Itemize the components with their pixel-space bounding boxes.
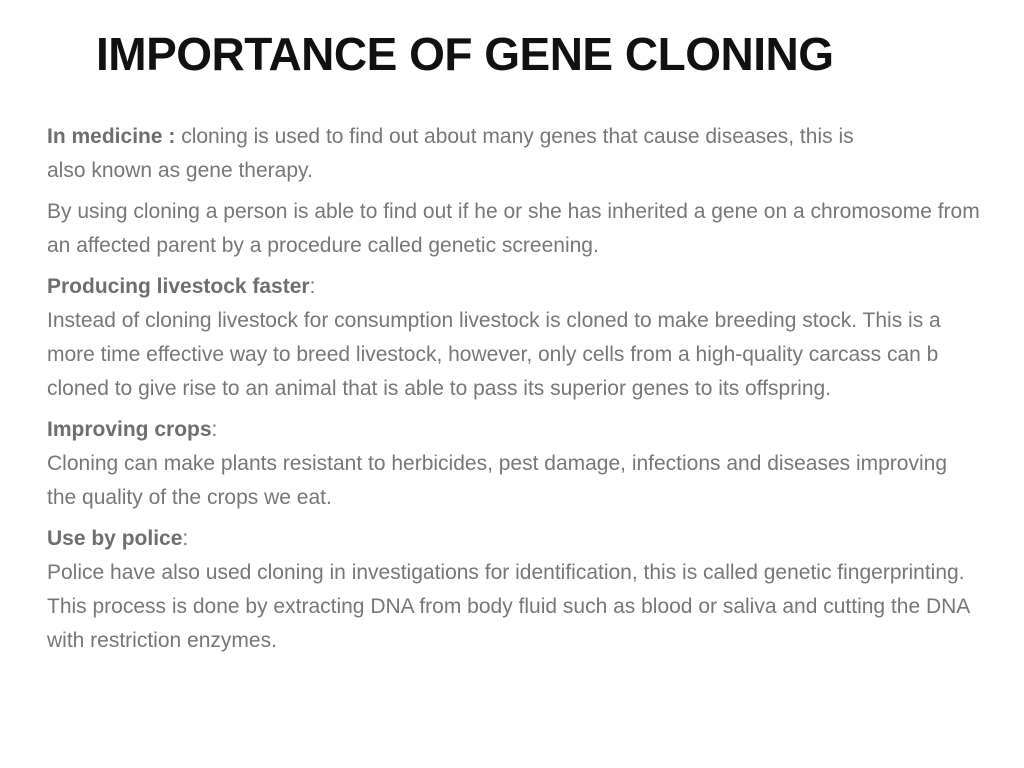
paragraph-heading-livestock: Producing livestock faster xyxy=(47,275,310,298)
slide-title: IMPORTANCE OF GENE CLONING xyxy=(96,28,834,80)
paragraph-crops xyxy=(47,413,982,515)
paragraph-police xyxy=(47,522,982,658)
paragraph-colon-livestock: : xyxy=(309,275,316,298)
paragraph-heading-crops: Improving crops xyxy=(47,418,212,441)
paragraph-text-genetic-screening: By using cloning a person is able to find out if he or she has inherited a gene on a chromosome from an affected parent by a procedure called genetic screening. xyxy=(47,200,980,257)
paragraph-heading-police: Use by police xyxy=(47,527,183,550)
paragraph-heading-medicine: In medicine : xyxy=(47,125,176,148)
paragraph-text-medicine: cloning is used to find out about many genes that cause diseases, this is also known as gene therapy. xyxy=(47,125,854,182)
slide-body xyxy=(47,120,982,665)
paragraph-colon-police: : xyxy=(182,527,189,550)
paragraph-medicine xyxy=(47,120,867,188)
paragraph-text-police: Police have also used cloning in investigations for identification, this is called genetic fingerprinting. This process is done by extracting DNA from body fluid such as blood or saliva and cutting the DNA with restriction enzymes. xyxy=(47,561,970,652)
paragraph-text-livestock: Instead of cloning livestock for consumption livestock is cloned to make breeding stock. This is a more time effective way to breed livestock, however, only cells from a high-quality carcass can b cloned to give rise to an animal that is able to pass its superior genes to its offspring. xyxy=(47,309,941,400)
paragraph-livestock xyxy=(47,270,982,406)
paragraph-genetic-screening xyxy=(47,195,982,263)
paragraph-colon-crops: : xyxy=(211,418,218,441)
paragraph-text-crops: Cloning can make plants resistant to herbicides, pest damage, infections and diseases improving the quality of the crops we eat. xyxy=(47,452,947,509)
